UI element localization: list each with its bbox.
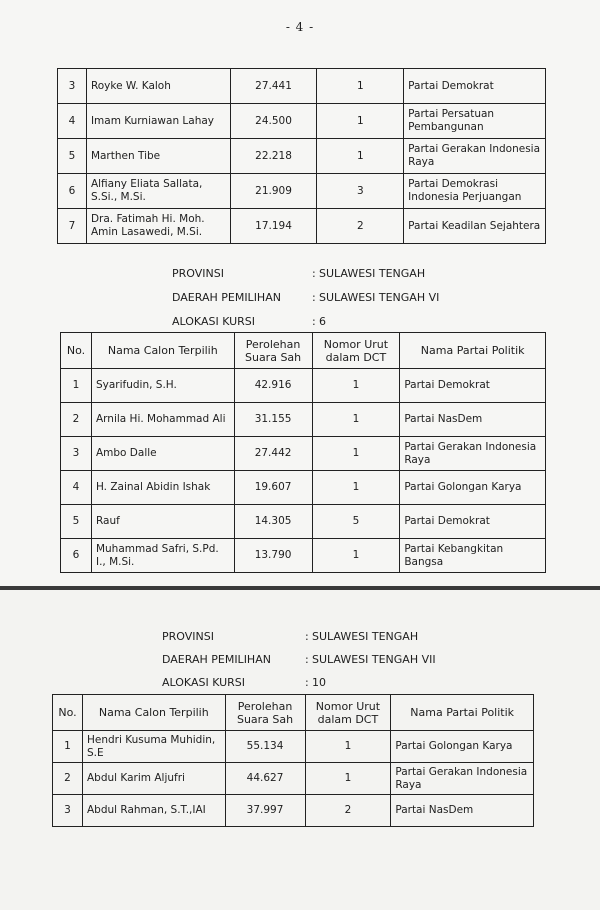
party-name (400, 505, 546, 539)
cell-line: S.E (86, 746, 104, 759)
valid-votes: 24.500 (230, 104, 317, 139)
candidate-name (91, 471, 234, 505)
party-name (400, 369, 546, 403)
separator: : (305, 653, 309, 666)
valid-votes: 22.218 (230, 139, 317, 174)
cell-line: Partai Demokrat (404, 379, 490, 391)
row-number: 3 (61, 437, 92, 471)
separator: : (305, 676, 309, 689)
table-row (58, 174, 546, 209)
row-number: 1 (61, 369, 92, 403)
party-name (391, 731, 534, 763)
table-row (58, 139, 546, 174)
party-name (400, 539, 546, 573)
cell-line: Raya (395, 778, 422, 791)
table-row (61, 369, 546, 403)
table-header-row (53, 695, 534, 731)
candidate-name (86, 104, 230, 139)
cell-line: Indonesia Perjuangan (408, 191, 522, 203)
party-name (404, 69, 546, 104)
row-number: 2 (61, 403, 92, 437)
page-number: - 4 - (285, 20, 315, 34)
valid-votes: 14.305 (234, 505, 312, 539)
cell-line: Dra. Fatimah Hi. Moh. (90, 213, 205, 225)
cell-line: Partai Demokrasi (408, 178, 499, 190)
candidate-name (91, 505, 234, 539)
candidate-name (91, 437, 234, 471)
cell-line: Imam Kurniawan Lahay (90, 114, 215, 127)
results-table-vi (60, 332, 546, 573)
row-number: 6 (58, 174, 87, 209)
table-row (58, 104, 546, 139)
dct-order-number: 1 (317, 69, 404, 104)
header-line: Nomor Urut (315, 699, 381, 713)
dct-order-number: 5 (312, 505, 400, 539)
cell-line: Partai NasDem (395, 804, 474, 816)
table-row (53, 731, 534, 763)
dct-order-number: 1 (312, 471, 400, 505)
candidate-name (91, 369, 234, 403)
row-number: 6 (61, 539, 92, 573)
table-row (61, 471, 546, 505)
province-label: PROVINSI (162, 630, 214, 643)
dct-order-number: 3 (317, 174, 404, 209)
cell-line: Arnila Hi. Mohammad Ali (95, 413, 226, 425)
valid-votes: 42.916 (234, 369, 312, 403)
table-row (61, 437, 546, 471)
candidate-name (86, 139, 230, 174)
cell-line: Partai Persatuan (408, 108, 495, 120)
district-value: SULAWESI TENGAH VII (312, 653, 436, 666)
header-no (53, 695, 83, 731)
header-line: Perolehan (245, 337, 301, 351)
party-name (404, 174, 546, 209)
header-party (400, 333, 546, 369)
dct-order-number: 2 (305, 795, 391, 827)
candidate-name (91, 403, 234, 437)
seats-value: 6 (319, 315, 326, 328)
results-table-continued (57, 68, 546, 244)
party-name (391, 795, 534, 827)
cell-line: Partai Golongan Karya (395, 740, 513, 752)
valid-votes: 17.194 (230, 209, 317, 244)
cell-line: Syarifudin, S.H. (95, 379, 177, 391)
header-line: Perolehan (237, 699, 293, 713)
header-order (312, 333, 400, 369)
candidate-name (82, 763, 225, 795)
row-number: 2 (53, 763, 83, 795)
valid-votes: 44.627 (225, 763, 305, 795)
district-label: DAERAH PEMILIHAN (172, 291, 281, 304)
province-value: SULAWESI TENGAH (312, 630, 419, 643)
row-number: 3 (53, 795, 83, 827)
party-name (404, 209, 546, 244)
valid-votes: 55.134 (225, 731, 305, 763)
dct-order-number: 1 (312, 437, 400, 471)
cell-line: H. Zainal Abidin Ishak (95, 481, 211, 493)
party-name (391, 763, 534, 795)
dct-order-number: 1 (312, 403, 400, 437)
table-row (61, 539, 546, 573)
valid-votes: 13.790 (234, 539, 312, 573)
row-number: 7 (58, 209, 87, 244)
table-row (58, 209, 546, 244)
cell-line: Ambo Dalle (95, 447, 157, 459)
cell-line: Partai Demokrat (408, 79, 494, 92)
cell-line: Hendri Kusuma Muhidin, (86, 733, 216, 746)
row-number: 3 (58, 69, 87, 104)
cell-line: Partai Gerakan Indonesia (404, 440, 537, 453)
party-name (400, 471, 546, 505)
header-line: Suara Sah (244, 350, 302, 364)
header-line: Nama Partai Politik (420, 344, 525, 357)
dct-order-number: 1 (305, 731, 391, 763)
table-row (61, 403, 546, 437)
valid-votes: 31.155 (234, 403, 312, 437)
separator: : (312, 291, 316, 304)
header-votes (234, 333, 312, 369)
cell-line: Partai Golongan Karya (404, 481, 522, 493)
party-name (400, 403, 546, 437)
separator: : (312, 315, 316, 328)
header-line: dalam DCT (317, 712, 379, 726)
province-value: SULAWESI TENGAH (319, 267, 426, 280)
seats-value: 10 (312, 676, 326, 689)
cell-line: Partai Demokrat (404, 515, 490, 527)
cell-line: Abdul Rahman, S.T.,IAI (86, 804, 206, 816)
dct-order-number: 1 (317, 104, 404, 139)
cell-line: Pembangunan (408, 121, 484, 133)
cell-line: Abdul Karim Aljufri (86, 772, 185, 784)
cell-line: Partai NasDem (404, 413, 483, 425)
cell-line: S.Si., M.Si. (90, 191, 146, 203)
candidate-name (86, 174, 230, 209)
header-order (305, 695, 391, 731)
cell-line: Bangsa (404, 555, 444, 568)
header-line: No. (66, 344, 86, 357)
header-no (61, 333, 92, 369)
separator: : (305, 630, 309, 643)
header-line: dalam DCT (325, 350, 387, 364)
cell-line: Partai Kebangkitan (404, 542, 504, 555)
seats-label: ALOKASI KURSI (162, 676, 246, 689)
dct-order-number: 1 (312, 369, 400, 403)
cell-line: Muhammad Safri, S.Pd. (95, 542, 219, 555)
row-number: 1 (53, 731, 83, 763)
party-name (404, 104, 546, 139)
cell-line: Marthen Tibe (90, 149, 161, 162)
cell-line: Amin Lasawedi, M.Si. (90, 226, 203, 238)
cell-line: Royke W. Kaloh (90, 79, 171, 92)
dct-order-number: 2 (317, 209, 404, 244)
cell-line: Raya (408, 156, 435, 168)
party-name (404, 139, 546, 174)
seats-label: ALOKASI KURSI (172, 315, 256, 328)
cell-line: Alfiany Eliata Sallata, (90, 178, 203, 190)
party-name (400, 437, 546, 471)
header-votes (225, 695, 305, 731)
table-header-row (61, 333, 546, 369)
document-page-bottom (0, 590, 600, 910)
candidate-name (86, 209, 230, 244)
cell-line: Raya (404, 453, 431, 466)
cell-line: Partai Gerakan Indonesia (408, 143, 541, 155)
valid-votes: 19.607 (234, 471, 312, 505)
cell-line: I., M.Si. (95, 555, 135, 568)
valid-votes: 27.442 (234, 437, 312, 471)
row-number: 4 (61, 471, 92, 505)
candidate-name (82, 795, 225, 827)
header-line: Suara Sah (236, 712, 294, 726)
header-party (391, 695, 534, 731)
header-name (82, 695, 225, 731)
header-line: Nama Calon Terpilih (107, 344, 218, 357)
header-line: Nomor Urut (323, 337, 389, 351)
district-label: DAERAH PEMILIHAN (162, 653, 271, 666)
row-number: 5 (58, 139, 87, 174)
cell-line: Partai Gerakan Indonesia (395, 765, 528, 778)
valid-votes: 27.441 (230, 69, 317, 104)
cell-line: Partai Keadilan Sejahtera (408, 219, 541, 232)
candidate-name (86, 69, 230, 104)
header-name (91, 333, 234, 369)
row-number: 5 (61, 505, 92, 539)
results-table-vii (52, 694, 534, 827)
row-number: 4 (58, 104, 87, 139)
header-line: No. (58, 706, 77, 719)
province-label: PROVINSI (172, 267, 224, 280)
dct-order-number: 1 (317, 139, 404, 174)
table-row (61, 505, 546, 539)
valid-votes: 37.997 (225, 795, 305, 827)
table-row (58, 69, 546, 104)
table-row (53, 763, 534, 795)
valid-votes: 21.909 (230, 174, 317, 209)
header-line: Nama Partai Politik (410, 706, 515, 719)
district-value: SULAWESI TENGAH VI (319, 291, 440, 304)
candidate-name (91, 539, 234, 573)
dct-order-number: 1 (305, 763, 391, 795)
table-row (53, 795, 534, 827)
candidate-name (82, 731, 225, 763)
cell-line: Rauf (95, 515, 120, 527)
header-line: Nama Calon Terpilih (98, 706, 209, 719)
dct-order-number: 1 (312, 539, 400, 573)
separator: : (312, 267, 316, 280)
